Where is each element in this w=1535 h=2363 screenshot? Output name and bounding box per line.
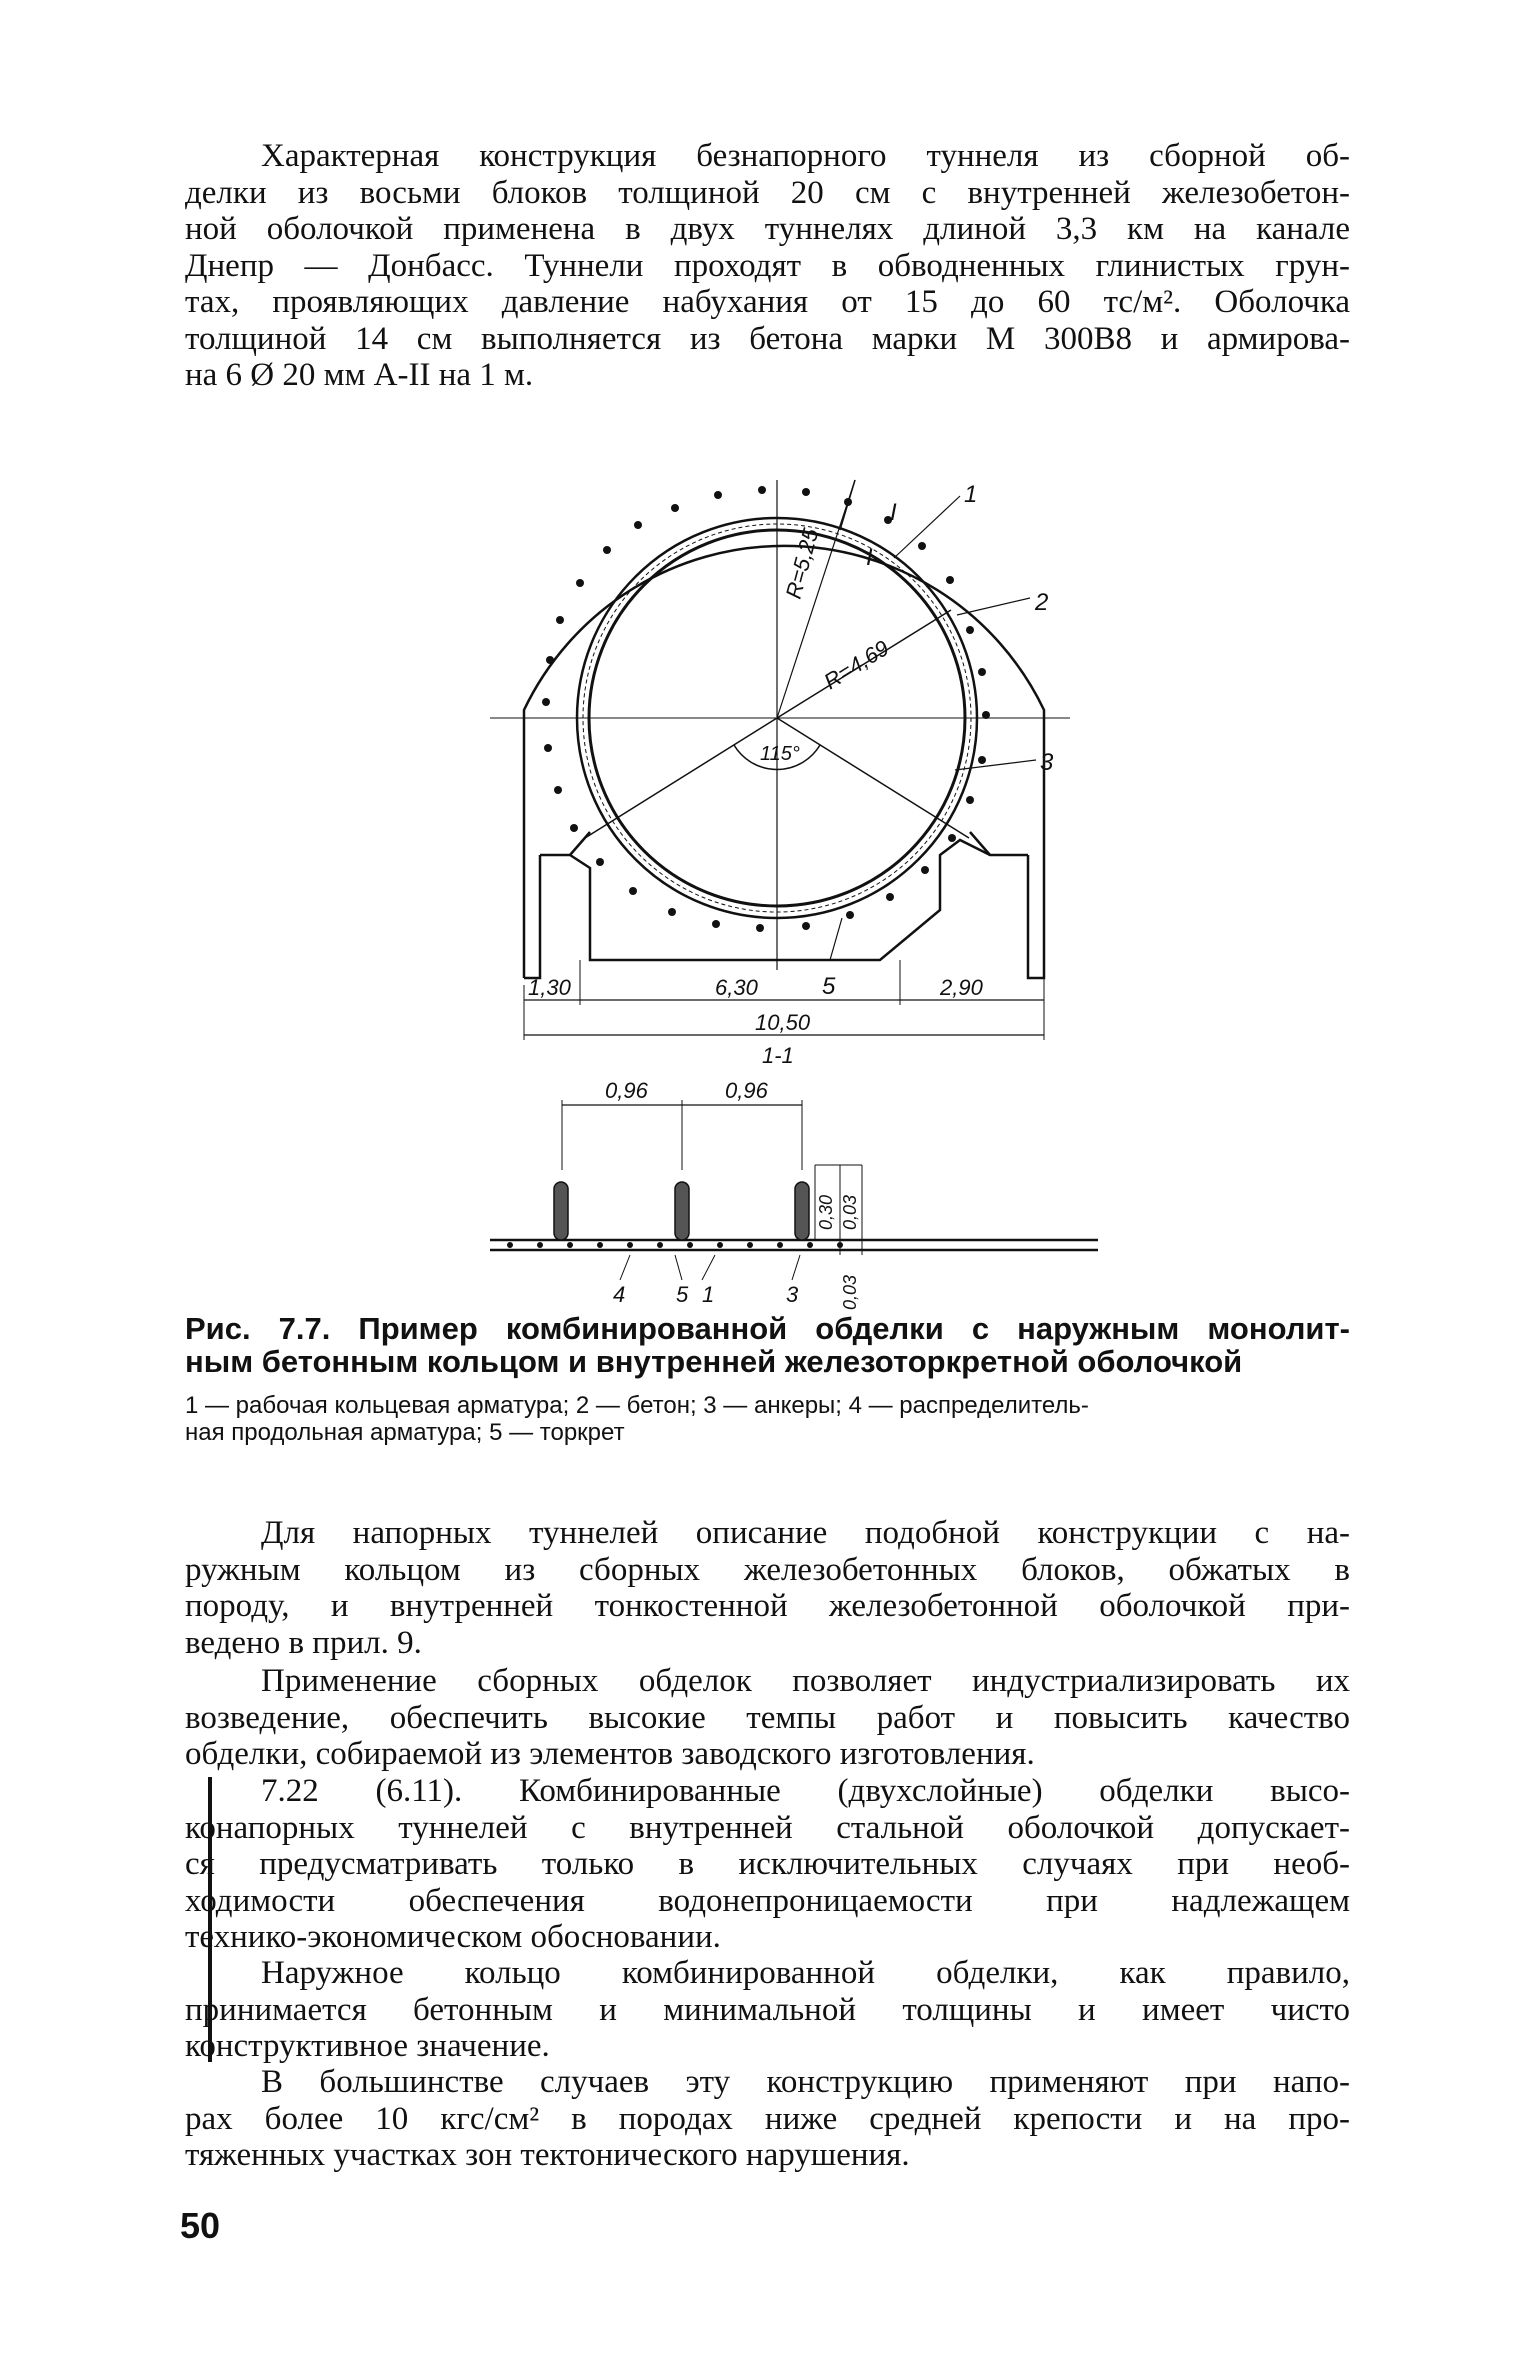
section-rebar-dots [507, 1242, 843, 1248]
text-line: тяженных участках зон тектонического нарушения. [185, 2137, 910, 2173]
dim-right-label: 2,90 [940, 975, 983, 1000]
dim-total-label: 10,50 [755, 1010, 811, 1035]
text-line: ходимости обеспечения водонепроницаемости при надлежащем [185, 1882, 1350, 1919]
text-line: тах, проявляющих давление набухания от 15 до 60 тс/м². Оболочка [185, 284, 1350, 320]
dim-small-label-1: 0,03 [840, 1194, 860, 1230]
caption-title-line-1: Рис. 7.7. Пример комбинированной обделки с наружным монолит- [185, 1311, 1350, 1346]
angle-line-right [777, 718, 969, 838]
text-line: Наружное кольцо комбинированной обделки, как правило, [261, 1955, 1350, 1991]
callout-1: 1 [964, 481, 978, 508]
tunnel-lining-drawing [470, 450, 1110, 1320]
text-line: толщиной 14 см выполняется из бетона марки М 300В8 и армирова- [185, 320, 1350, 357]
text-line: конапорных туннелей с внутренней стальной оболочкой допускает- [185, 1809, 1350, 1846]
text-line: Характерная конструкция безнапорного туннеля из сборной об- [261, 138, 1350, 174]
text-line: породу, и внутренней тонкостенной железобетонной оболочкой при- [185, 1588, 1350, 1624]
text-line: возведение, обеспечить высокие темпы работ и повысить качество [185, 1699, 1350, 1736]
base-block-outline [540, 840, 1028, 960]
text-line: принимается бетонным и минимальной толщины и имеет чисто [185, 1991, 1350, 2028]
section-mark-top: I [890, 499, 897, 526]
paragraph-3 [185, 1663, 1350, 1773]
dim-thick-label: 0,30 [816, 1194, 836, 1230]
reinforcement-dots [542, 486, 990, 932]
legend-line-2: ная продольная арматура; 5 — торкрет [185, 1419, 625, 1446]
text-line: конструктивное значение. [185, 2028, 550, 2064]
anchor [675, 1182, 689, 1240]
sec-callout-1: 1 [702, 1282, 715, 1307]
anchor [795, 1182, 809, 1240]
paragraph-2 [185, 1515, 1350, 1661]
text-line: технико-экономическом обосновании. [185, 1919, 721, 1955]
caption-title-line-2: ным бетонным кольцом и внутренней железоторкретной оболочкой [185, 1344, 1243, 1379]
callout-3: 3 [1040, 749, 1054, 776]
text-line: ся предусматривать только в исключительных случаях при необ- [185, 1846, 1350, 1882]
text-line: Днепр — Донбасс. Туннели проходят в обводненных глинистых грун- [185, 247, 1350, 284]
sec-callout-5: 5 [676, 1282, 689, 1307]
text-line: В большинстве случаев эту конструкцию применяют при напо- [261, 2064, 1350, 2100]
text-line: ведено в прил. 9. [185, 1624, 422, 1661]
legend-line-1: 1 — рабочая кольцевая арматура; 2 — бетон; 3 — анкеры; 4 — распределитель- [185, 1392, 1089, 1419]
text-line: делки из восьми блоков толщиной 20 см с внутренней железобетон- [185, 174, 1350, 211]
callout-5: 5 [822, 973, 836, 1000]
page-number: 50 [180, 2205, 221, 2246]
paragraph-4 [185, 1773, 1350, 1956]
text-line: обделки, собираемой из элементов заводского изготовления. [185, 1736, 1035, 1772]
sec-callout-4: 4 [613, 1282, 626, 1307]
angle-label: 115° [760, 743, 800, 765]
paragraph-1 [185, 138, 1350, 394]
paragraph-5 [185, 1955, 1350, 2065]
section-mark-bottom: I [866, 544, 873, 571]
text-line: рах более 10 кгс/см² в породах ниже средней крепости и на про- [185, 2100, 1350, 2137]
text-line: Применение сборных обделок позволяет индустриализировать их [261, 1663, 1350, 1699]
dim-left-label: 1,30 [528, 975, 571, 1000]
callout-2: 2 [1035, 589, 1049, 616]
radius-inner-label: R=4,69 [819, 635, 894, 695]
spacing-label-1: 0,96 [605, 1078, 648, 1103]
figure-caption [185, 1312, 1350, 1446]
section-label: 1-1 [762, 1043, 794, 1068]
dim-mid-label: 6,30 [715, 975, 758, 1000]
text-line: 7.22 (6.11). Комбинированные (двухслойные) обделки высо- [261, 1773, 1350, 1809]
text-line: Для напорных туннелей описание подобной конструкции с на- [261, 1515, 1350, 1551]
text-line: ружным кольцом из сборных железобетонных блоков, обжатых в [185, 1551, 1350, 1588]
text-line: на 6 Ø 20 мм А-II на 1 м. [185, 357, 534, 393]
dim-small-label-2: 0,03 [840, 1274, 860, 1310]
angle-line-left [585, 718, 777, 838]
sec-callout-3: 3 [786, 1282, 799, 1307]
anchor [554, 1182, 568, 1240]
paragraph-6 [185, 2064, 1350, 2174]
text-line: ной оболочкой применена в двух туннелях длиной 3,3 км на канале [185, 211, 1350, 247]
radius-outer-label: R=5,25 [780, 525, 824, 602]
spacing-label-2: 0,96 [725, 1078, 768, 1103]
caption-legend [185, 1392, 1350, 1446]
